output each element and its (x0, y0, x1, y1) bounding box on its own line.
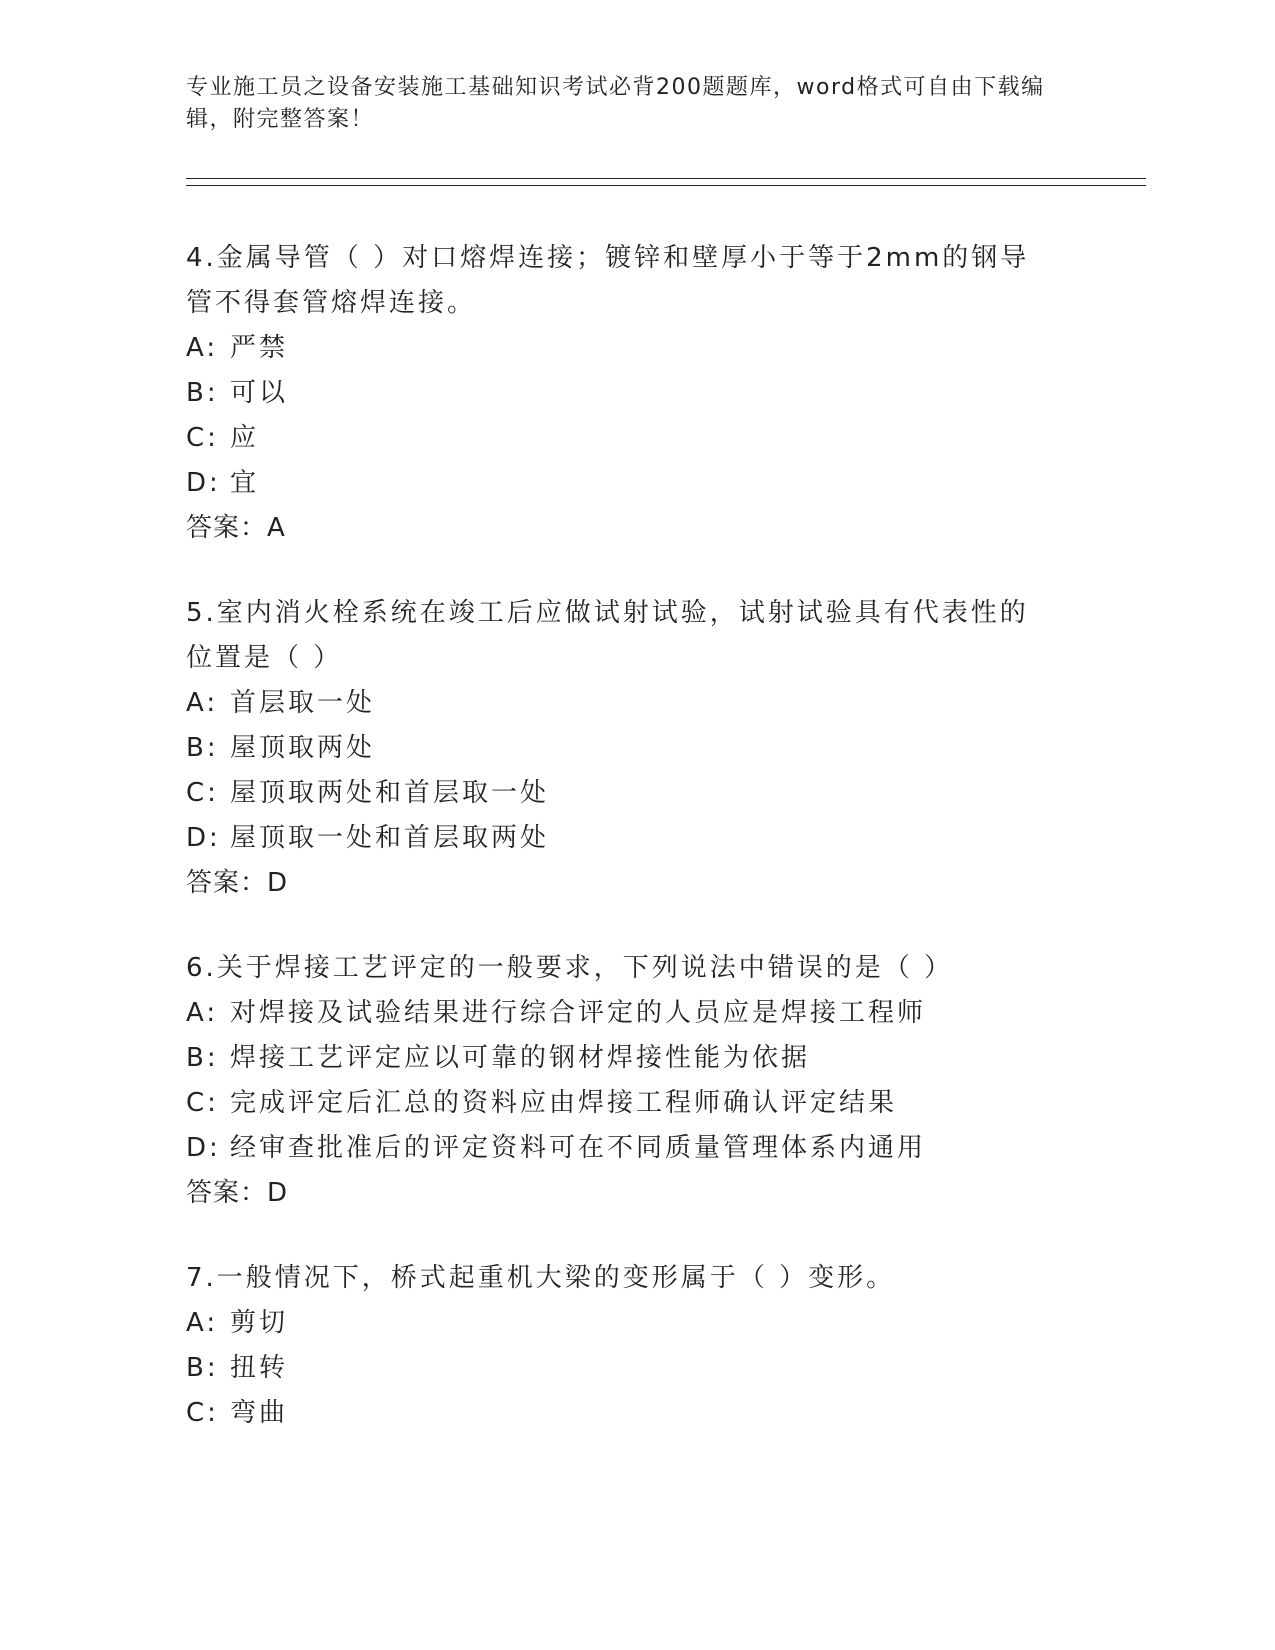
option-letter: C: (186, 1088, 219, 1118)
option-d (186, 1126, 1146, 1171)
option-letter: D: (186, 468, 221, 498)
option-letter: B: (186, 378, 219, 408)
option-text: 扭转 (230, 1353, 289, 1383)
option-text: 严禁 (230, 333, 289, 363)
answer-label: 答案：D (186, 868, 289, 898)
option-d (186, 461, 1146, 506)
answer-label: 答案：A (186, 513, 286, 543)
option-b (186, 371, 1146, 416)
option-letter: A: (186, 1308, 219, 1338)
option-letter: B: (186, 1353, 219, 1383)
option-a (186, 326, 1146, 371)
question-stem: 5.室内消火栓系统在竣工后应做试射试验，试射试验具有代表性的位置是（ ） (186, 598, 1029, 673)
question-5 (186, 591, 1146, 906)
option-text: 应 (230, 423, 260, 453)
option-text: 屋顶取两处和首层取一处 (230, 778, 550, 808)
question-4 (186, 236, 1146, 551)
option-c (186, 1081, 1146, 1126)
option-text: 对焊接及试验结果进行综合评定的人员应是焊接工程师 (230, 998, 927, 1028)
option-text: 可以 (230, 378, 289, 408)
option-letter: C: (186, 423, 219, 453)
option-a (186, 991, 1146, 1036)
option-letter: B: (186, 1043, 219, 1073)
question-stem: 7.一般情况下，桥式起重机大梁的变形属于（ ）变形。 (186, 1263, 896, 1293)
option-letter: D: (186, 1133, 221, 1163)
document-page (186, 72, 1146, 1436)
option-a (186, 681, 1146, 726)
question-stem: 4.金属导管（ ）对口熔焊连接；镀锌和壁厚小于等于2mm的钢导管不得套管熔焊连接。 (186, 243, 1030, 318)
option-c (186, 416, 1146, 461)
option-letter: C: (186, 778, 219, 808)
option-letter: D: (186, 823, 221, 853)
option-b (186, 1036, 1146, 1081)
option-text: 屋顶取两处 (230, 733, 376, 763)
option-text: 焊接工艺评定应以可靠的钢材焊接性能为依据 (230, 1043, 811, 1073)
option-letter: B: (186, 733, 219, 763)
header-divider (186, 178, 1146, 186)
option-letter: A: (186, 333, 219, 363)
option-c (186, 771, 1146, 816)
option-b (186, 726, 1146, 771)
option-text: 剪切 (230, 1308, 289, 1338)
option-text: 弯曲 (230, 1398, 289, 1428)
option-text: 宜 (230, 468, 260, 498)
option-text: 经审查批准后的评定资料可在不同质量管理体系内通用 (230, 1133, 927, 1163)
document-header-title: 专业施工员之设备安装施工基础知识考试必背200题题库，word格式可自由下载编辑，附完整答案！ (186, 75, 1045, 132)
option-b (186, 1346, 1146, 1391)
option-a (186, 1301, 1146, 1346)
option-text: 屋顶取一处和首层取两处 (230, 823, 550, 853)
option-text: 完成评定后汇总的资料应由焊接工程师确认评定结果 (230, 1088, 898, 1118)
question-7 (186, 1256, 1146, 1436)
option-letter: C: (186, 1398, 219, 1428)
option-text: 首层取一处 (230, 688, 376, 718)
question-6 (186, 946, 1146, 1216)
option-letter: A: (186, 688, 219, 718)
option-letter: A: (186, 998, 219, 1028)
option-d (186, 816, 1146, 861)
option-c (186, 1391, 1146, 1436)
question-stem: 6.关于焊接工艺评定的一般要求，下列说法中错误的是（ ） (186, 953, 954, 983)
answer-label: 答案：D (186, 1178, 289, 1208)
